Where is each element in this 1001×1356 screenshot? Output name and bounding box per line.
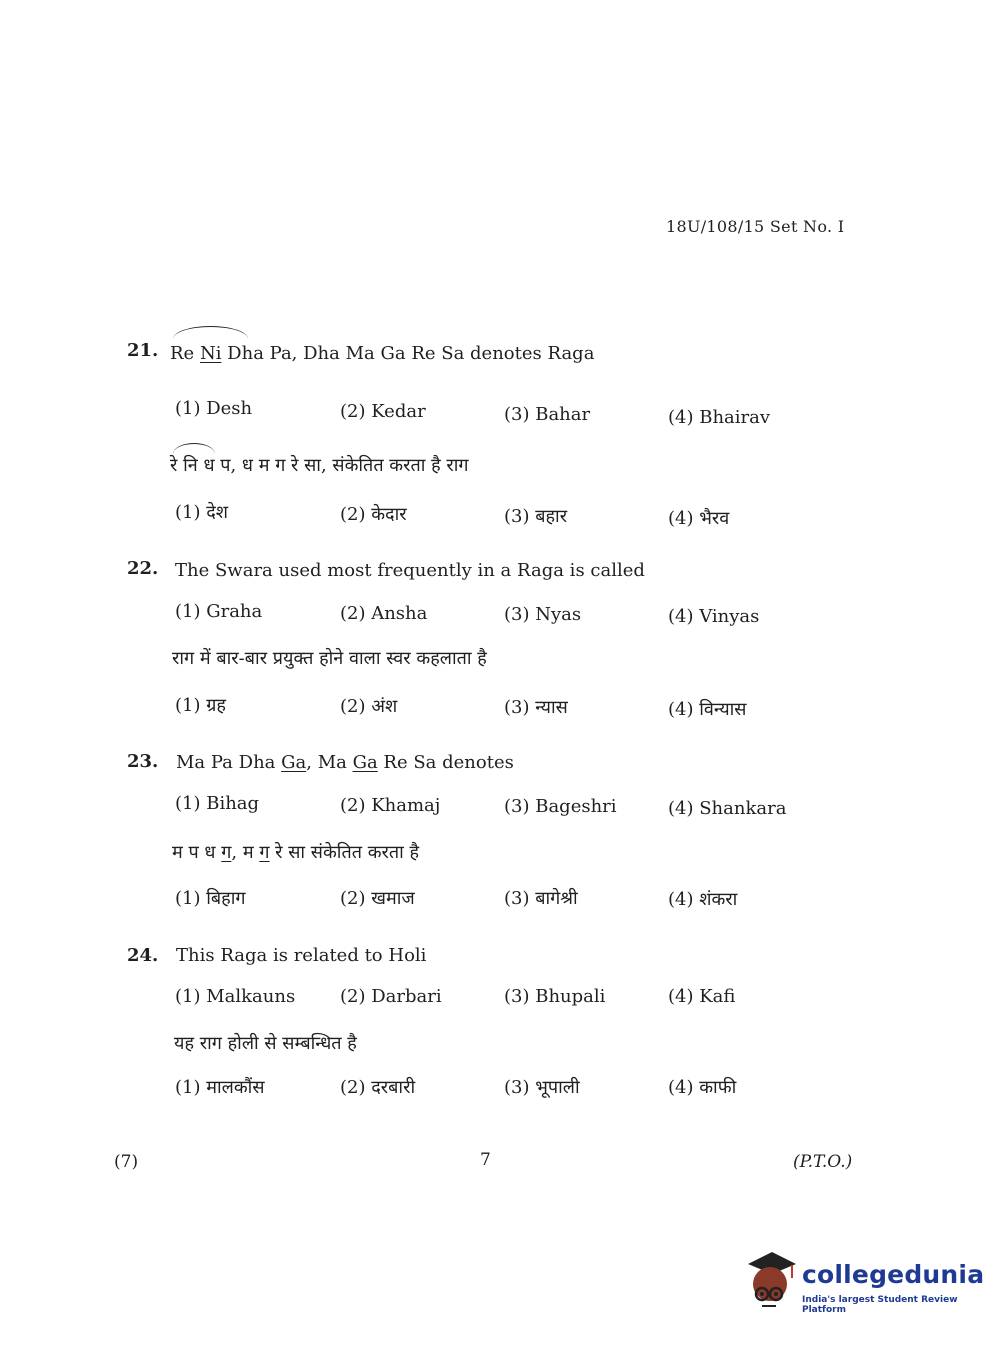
mascot-logo-icon	[742, 1250, 798, 1314]
option-2-hindi: (2) दरबारी	[340, 1077, 416, 1098]
option-2: (2) Kedar	[340, 401, 426, 422]
option-1-hindi: (1) ग्रह	[175, 695, 226, 716]
option-2: (2) Khamaj	[340, 795, 441, 816]
option-2: (2) Ansha	[340, 603, 428, 624]
footer-left: (7)	[114, 1152, 139, 1172]
option-4: (4) Bhairav	[668, 407, 771, 428]
question-text-hindi: यह राग होली से सम्बन्धित है	[174, 1033, 357, 1054]
option-1-hindi: (1) बिहाग	[175, 888, 246, 909]
brand-name: collegedunia	[802, 1260, 985, 1289]
option-4-hindi: (4) काफी	[668, 1077, 737, 1098]
option-3: (3) Bageshri	[504, 796, 617, 817]
question-text: Re Ni Dha Pa, Dha Ma Ga Re Sa denotes Raga	[170, 343, 595, 364]
option-3: (3) Bahar	[504, 404, 591, 425]
question-text: Ma Pa Dha Ga, Ma Ga Re Sa denotes	[176, 752, 514, 773]
question-text-hindi: म प ध ग, म ग रे सा संकेतित करता है	[172, 842, 420, 863]
question-text-hindi: रे नि ध प, ध म ग रे सा, संकेतित करता है राग	[170, 455, 469, 476]
option-4: (4) Kafi	[668, 986, 736, 1007]
question-number: 21.	[127, 340, 159, 361]
option-1: (1) Bihag	[175, 793, 260, 814]
question-text-hindi: राग में बार-बार प्रयुक्त होने वाला स्वर कहलाता है	[172, 648, 487, 669]
question-text: This Raga is related to Holi	[176, 945, 427, 966]
option-3-hindi: (3) न्यास	[504, 697, 568, 718]
option-4-hindi: (4) शंकरा	[668, 889, 738, 910]
option-1-hindi: (1) मालकौंस	[175, 1077, 265, 1098]
option-4: (4) Vinyas	[668, 606, 760, 627]
option-3-hindi: (3) बहार	[504, 506, 568, 527]
question-number: 24.	[127, 945, 159, 966]
option-1: (1) Desh	[175, 398, 253, 419]
brand-tagline: India's largest Student Review Platform	[802, 1295, 958, 1315]
question-number: 23.	[127, 751, 159, 772]
collegedunia-watermark	[742, 1250, 985, 1320]
pto-label: (P.T.O.)	[793, 1152, 853, 1172]
option-4-hindi: (4) भैरव	[668, 508, 730, 529]
page-number: 7	[480, 1150, 491, 1170]
option-1: (1) Malkauns	[175, 986, 296, 1007]
question-text: The Swara used most frequently in a Raga is called	[175, 560, 645, 581]
option-3: (3) Nyas	[504, 604, 582, 625]
question-number: 22.	[127, 558, 159, 579]
option-1-hindi: (1) देश	[175, 502, 229, 523]
option-2: (2) Darbari	[340, 986, 442, 1007]
option-1: (1) Graha	[175, 601, 263, 622]
set-number: 18U/108/15 Set No. I	[666, 217, 845, 236]
option-3-hindi: (3) भूपाली	[504, 1077, 580, 1098]
option-2-hindi: (2) केदार	[340, 504, 407, 525]
option-4-hindi: (4) विन्यास	[668, 699, 747, 720]
option-2-hindi: (2) खमाज	[340, 888, 415, 909]
option-4: (4) Shankara	[668, 798, 787, 819]
option-3-hindi: (3) बागेश्री	[504, 888, 578, 909]
option-3: (3) Bhupali	[504, 986, 606, 1007]
meend-arc	[173, 326, 248, 339]
option-2-hindi: (2) अंश	[340, 696, 398, 717]
